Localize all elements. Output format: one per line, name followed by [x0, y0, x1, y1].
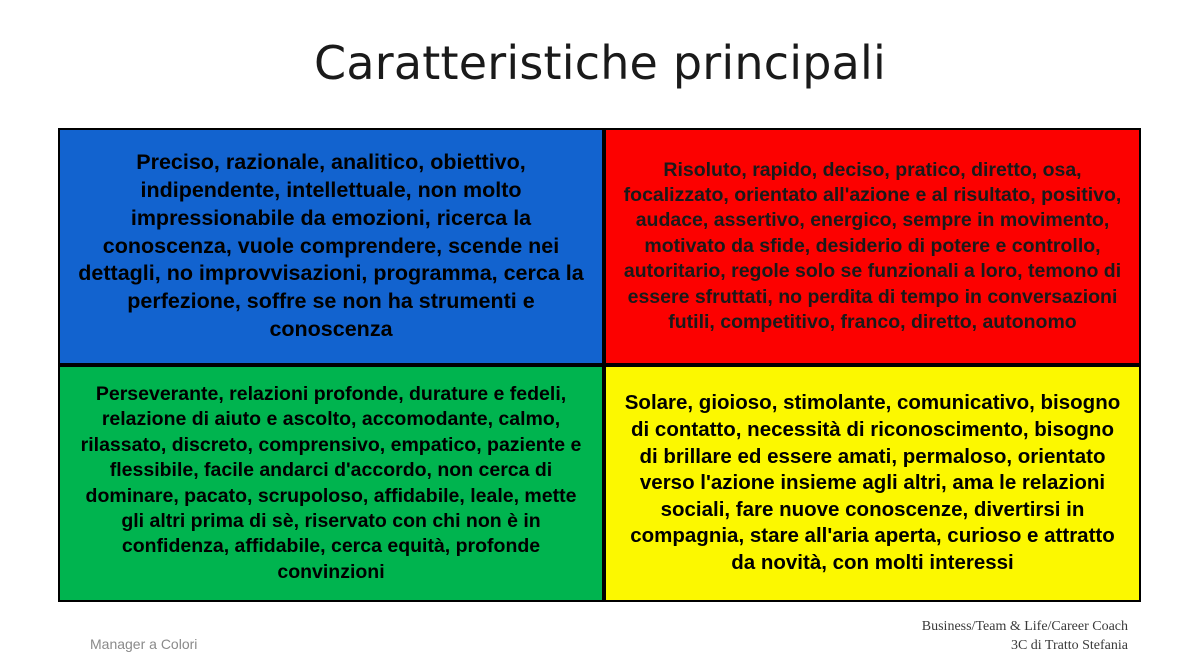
quadrant-red-text: Risoluto, rapido, deciso, pratico, diretto, osa, focalizzato, orientato all'azione e al risultato, positivo, audace, assertivo, energico, sempre in movimento, motivato da sfide, desiderio di potere e controllo, autoritario, regole solo se funzionali a loro, temono di essere sfruttati, no perdita di tempo in conversazioni futili, competitivo, franco, diretto, autonomo: [623, 158, 1122, 333]
footer-right-block: [922, 618, 1128, 656]
quadrant-yellow: [604, 365, 1141, 602]
quadrant-blue-text: Preciso, razionale, analitico, obiettivo, indipendente, intellettuale, non molto impressionabile da emozioni, ricerca la conoscenza, vuole comprendere, scende nei dettagli, no improvvisazioni, programma, cerca la perfezione, soffre se non ha strumenti e conoscenza: [78, 149, 584, 342]
quadrant-yellow-text: Solare, gioioso, stimolante, comunicativo, bisogno di contatto, necessità di riconoscimento, bisogno di brillare ed essere amati, permaloso, orientato verso l'azione insieme agli altri, ama le relazioni sociali, fare nuove conoscenze, divertirsi in compagnia, stare all'aria aperta, curioso e attratto da novità, con molti interessi: [624, 391, 1121, 575]
quadrant-blue: [58, 128, 604, 365]
quadrant-grid: [58, 128, 1141, 602]
footer-right-line-1: Business/Team & Life/Career Coach: [921, 619, 1128, 635]
footer-right-line-2: 3C di Tratto Stefania: [1010, 638, 1128, 654]
quadrant-green: [58, 365, 604, 602]
quadrant-green-text: Perseverante, relazioni profonde, durature e fedeli, relazione di aiuto e ascolto, accomodante, calmo, rilassato, discreto, comprensivo, empatico, paziente e flessibile, facile andarci d'accordo, non cerca di dominare, pacato, scrupoloso, affidabile, leale, mette gli altri prima di sè, riservato con chi non è in confidenza, affidabile, cerca equità, profonde convinzioni: [80, 383, 582, 583]
page-title: Caratteristiche principali: [314, 36, 886, 90]
quadrant-red: [604, 128, 1141, 365]
footer-left-label: Manager a Colori: [90, 636, 198, 652]
